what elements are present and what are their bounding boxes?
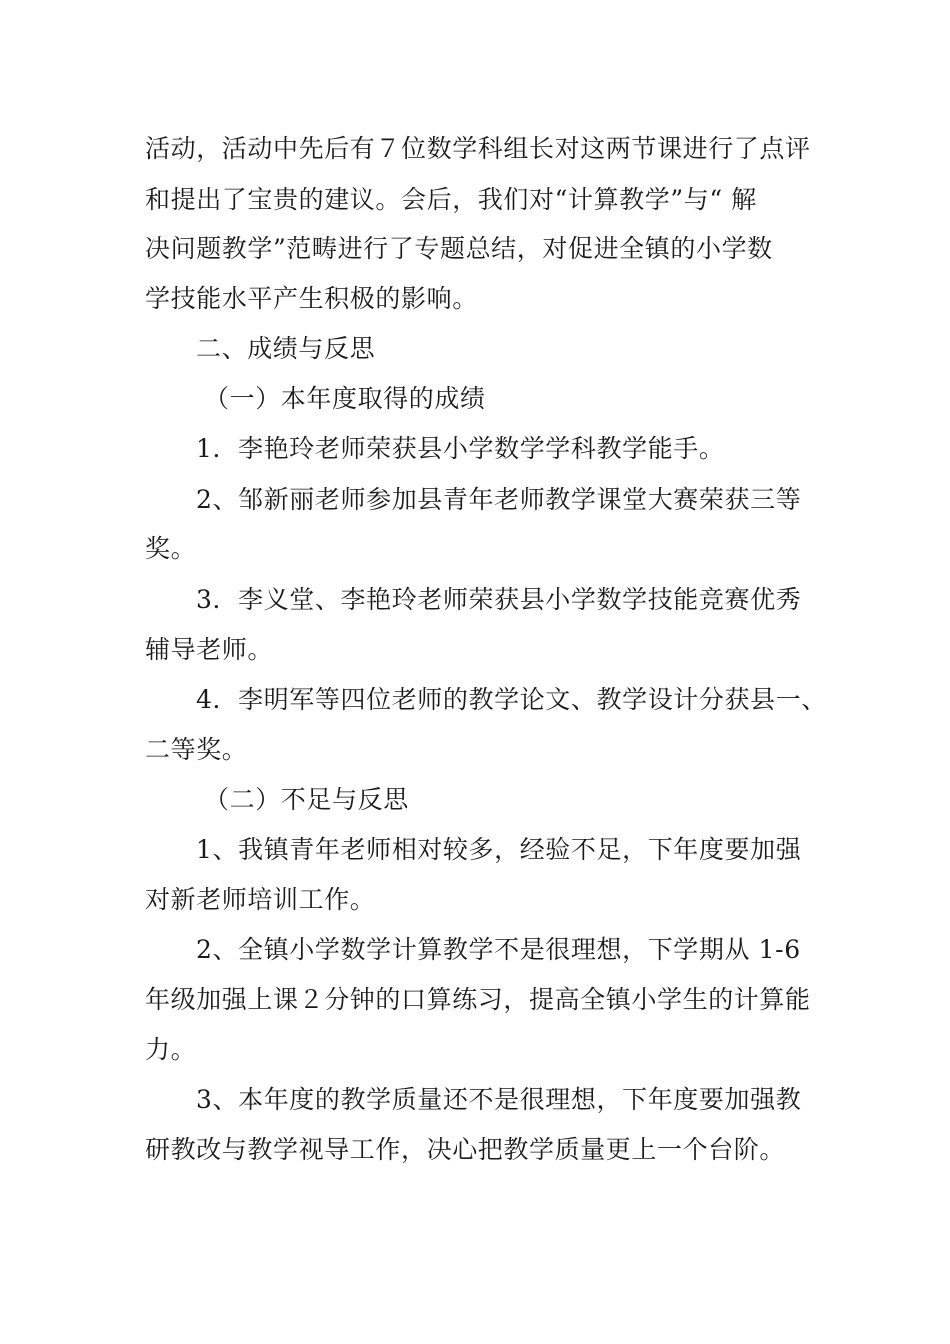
list-item: 3、本年度的教学质量还不是很理想，下年度要加强教	[196, 1085, 802, 1114]
list-item: 4．李明军等四位老师的教学论文、教学设计分获县一、	[196, 685, 827, 714]
list-item-continuation: 奖。	[145, 534, 197, 563]
list-item-continuation: 研教改与教学视导工作，决心把教学质量更上一个台阶。	[145, 1135, 786, 1164]
section-heading: 二、成绩与反思	[196, 334, 376, 363]
paragraph-line: 决问题教学”范畴进行了专题总结，对促进全镇的小学数	[145, 234, 773, 263]
list-item: 1．李艳玲老师荣获县小学数学学科教学能手。	[196, 434, 725, 463]
list-item: 3．李义堂、李艳玲老师荣获县小学数学技能竞赛优秀	[196, 585, 802, 614]
list-item-continuation: 对新老师培训工作。	[145, 885, 376, 914]
list-item: 1、我镇青年老师相对较多，经验不足，下年度要加强	[196, 835, 802, 864]
list-item-continuation: 年级加强上课２分钟的口算练习，提高全镇小学生的计算能	[145, 985, 811, 1014]
list-item-continuation: 辅导老师。	[145, 635, 274, 664]
paragraph-line: 和提出了宝贵的建议。会后，我们对“计算教学”与“ 解	[145, 185, 757, 214]
subsection-heading: （二）不足与反思	[204, 785, 409, 814]
list-item-continuation: 二等奖。	[145, 735, 248, 764]
list-item-continuation: 力。	[145, 1035, 197, 1064]
paragraph-line: 活动，活动中先后有７位数学科组长对这两节课进行了点评	[145, 134, 811, 163]
subsection-heading: （一）本年度取得的成绩	[204, 384, 486, 413]
list-item: 2、全镇小学数学计算教学不是很理想，下学期从 1-6	[196, 935, 801, 964]
list-item: 2、邹新丽老师参加县青年老师教学课堂大赛荣获三等	[196, 485, 802, 514]
paragraph-line: 学技能水平产生积极的影响。	[145, 284, 478, 313]
